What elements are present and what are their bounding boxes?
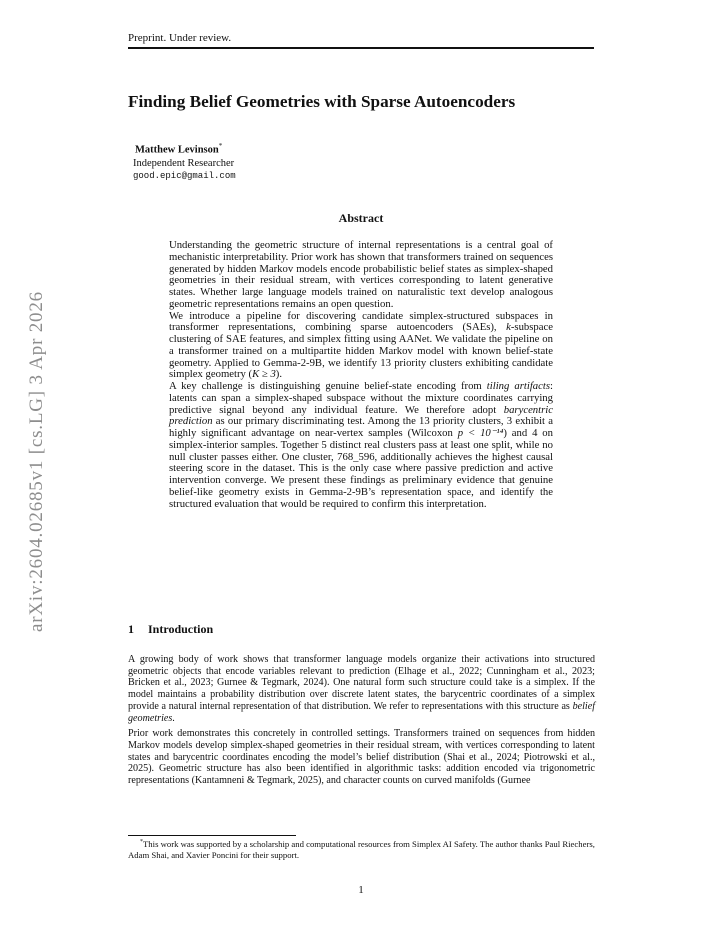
author-affiliation: Independent Researcher	[133, 157, 235, 169]
text-run: -subspace clustering of SAE features, and simplex fitting using AANet. We validate the pipeline on a transformer trained on a multipartite hidden Markov model with known belief-state geometry. Applied to Gemma-2-9B, we identify 13 priority clusters exhibiting candidate simplex geometry (	[169, 321, 553, 381]
author-block	[135, 140, 435, 183]
text-run: : latents can span a simplex-shaped subspace without the mixture coordinates carrying predictive signal beyond any individual feature. We therefore adopt	[169, 380, 553, 416]
section-heading-introduction	[128, 622, 594, 637]
introduction-body	[128, 654, 595, 791]
author-footnote-mark: *	[218, 142, 223, 150]
page-number: 1	[358, 884, 364, 896]
body-paragraph	[128, 654, 595, 724]
math-p-value: p < 10⁻¹⁴	[457, 427, 504, 439]
text-run: A growing body of work shows that transformer language models organize their activations into structured geometric objects that encode variables relevant to prediction (Elhage et al., 2022; Cunningham et al., 2023; Bricken et al., 2023; Gurnee & Tegmark, 2024). One natural form such structure could take is a simplex. If the model maintains a probability distribution over discrete latent states, the barycentric coordinates of a simplex provide a natural internal representation of that distribution. We refer to representations with this structure as	[128, 654, 595, 712]
text-run: ).	[275, 368, 283, 381]
running-header: Preprint. Under review.	[128, 32, 594, 49]
abstract-heading: Abstract	[338, 211, 384, 225]
text-run: A key challenge is distinguishing genuine belief-state encoding from	[169, 380, 487, 392]
arxiv-identifier: arXiv:2604.02685v1 [cs.LG] 3 Apr 2026	[26, 291, 47, 633]
term-barycentric-prediction: barycentric prediction	[169, 403, 553, 428]
text-run: ) and 4 on simplex-interior samples. Together 5 distinct real clusters pass at least one split, while no null cluster passes either. One cluster, 768_596, additionally achieves the highest causal steering score in the dataset. This is the only case where passive prediction and active intervention converge. We present these findings as preliminary evidence that genuine belief-like geometry exists in Gemma-2-9B’s representation space, and identify the structured evaluation that would be required to confirm this interpretation.	[169, 427, 553, 510]
author-name-line	[135, 140, 435, 157]
abstract-paragraph: Understanding the geometric structure of internal representations is a central goal of mechanistic interpretability. Prior work has shown that transformers trained on sequences generated by hidden Markov models encode probabilistic belief states as simplex-shaped geometries in their residual stream, with vertices corresponding to latent generative states. Whether large language models trained on naturalistic text develop analogous geometric representations remains an open question.	[169, 239, 553, 310]
math-condition: K ≥ 3	[252, 368, 276, 381]
section-title: Introduction	[148, 622, 214, 636]
footnote-mark: *	[140, 839, 143, 845]
math-k: k	[506, 321, 511, 334]
abstract-paragraph	[169, 311, 553, 382]
section-number: 1	[128, 622, 134, 636]
author-email: good.epic@gmail.com	[133, 170, 236, 181]
paper-title: Finding Belief Geometries with Sparse Autoencoders	[128, 92, 516, 111]
author-name: Matthew Levinson	[135, 144, 219, 156]
footnote	[128, 837, 595, 861]
abstract-paragraph	[169, 381, 553, 510]
text-run: as our primary discriminating test. Among the 13 priority clusters, 3 exhibit a highly significant advantage on near-vertex samples (Wilcoxon	[169, 415, 553, 439]
term-tiling-artifacts: tiling artifacts	[486, 380, 551, 392]
text-run: .	[172, 712, 175, 724]
footnote-text: This work was supported by a scholarship and computational resources from Simplex AI Safety. The author thanks Paul Riechers, Adam Shai, and Xavier Poncini for their support.	[128, 838, 595, 860]
term-belief-geometries: belief geometries	[128, 700, 595, 724]
footnote-divider	[128, 835, 296, 836]
body-paragraph: Prior work demonstrates this concretely in controlled settings. Transformers trained on sequences from hidden Markov models develop simplex-shaped geometries in their residual stream, with vertices corresponding to latent states and barycentric coordinates encoding the model’s belief distribution (Shai et al., 2024; Piotrowski et al., 2025). Geometric structure has also been identified in algorithmic tasks: addition encoded via trigonometric representations (Kantamneni & Tegmark, 2025), and character counts on curved manifolds (Gurnee	[128, 728, 595, 787]
text-run: We introduce a pipeline for discovering candidate simplex-structured subspaces in transformer representations, combining sparse autoencoders (SAEs),	[169, 309, 553, 334]
abstract-body	[169, 240, 553, 510]
